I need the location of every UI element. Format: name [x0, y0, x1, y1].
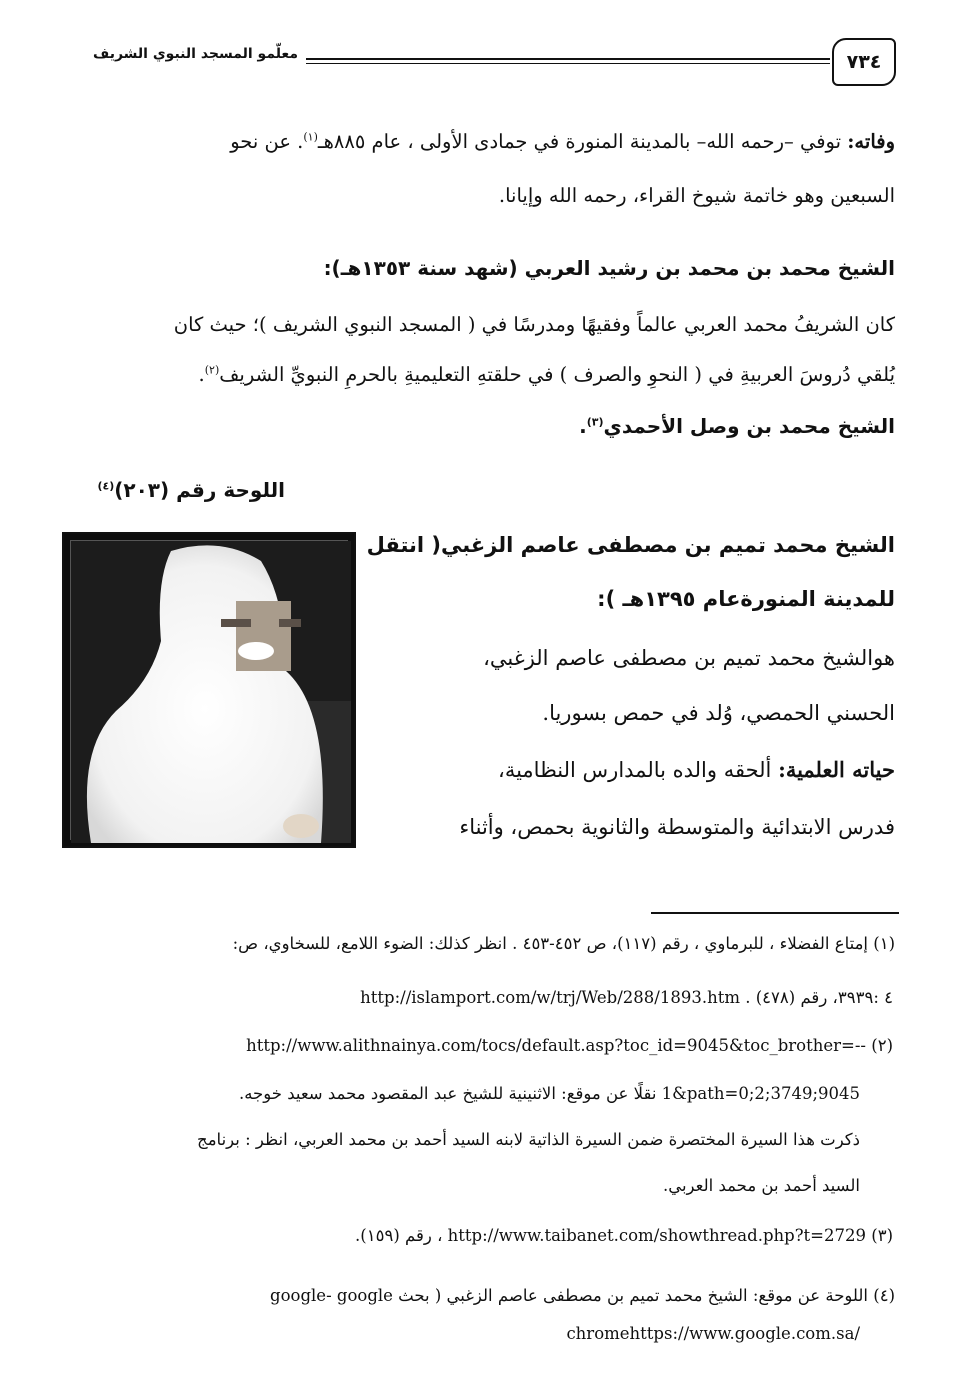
heading-ahmadi-tail: .	[579, 414, 587, 438]
footnote-3-number: (٣)	[871, 1226, 893, 1245]
body-line-1	[230, 130, 895, 154]
header-rule	[306, 58, 830, 60]
bio-line-2: الحسني الحمصي، وُلد في حمص بسوريا.	[542, 701, 895, 725]
bio-line-1: هوالشيخ محمد تميم بن مصطفى عاصم الزغبي،	[483, 646, 895, 670]
footnote-3	[355, 1226, 893, 1246]
death-tail: . عن نحو	[230, 130, 304, 153]
education-line-1	[498, 757, 895, 783]
footnote-1-line-1: (١) إمتاع الفضلاء ، للبرماوي ، رقم (١١٧)، ص ٤٥٢-٤٥٣ . انظر كذلك: الضوء اللامع، للسخاوي، ص:	[232, 934, 895, 953]
footnote-2-source: نقلًا عن موقع: الاثنينية للشيخ عبد المقصود محمد سعيد خوجه.	[238, 1084, 657, 1103]
footnote-ref-1[interactable]: (١)	[303, 130, 318, 144]
education-line-2: فدرس الابتدائية والمتوسطة والثانوية بحمص، وأثناء	[459, 815, 895, 839]
running-title: معلّمو المسجد النبوي الشريف	[93, 46, 298, 62]
footnote-2-number: (٢)	[871, 1036, 893, 1055]
section-heading-arabi: الشيخ محمد بن محمد بن رشيد العربي (شهد سنة ١٣٥٣هـ):	[323, 256, 895, 280]
education-label: حياته العلمية:	[778, 757, 895, 782]
section-heading-ahmadi	[579, 414, 895, 439]
footnote-4-url[interactable]: chromehttps://www.google.com.sa/	[566, 1324, 860, 1343]
plate-label	[97, 478, 285, 503]
footnote-1-url[interactable]: http://islamport.com/w/trj/Web/288/1893.htm	[360, 988, 740, 1007]
footnote-3-url[interactable]: http://www.taibanet.com/showthread.php?t=2729	[447, 1226, 866, 1245]
footnote-1-line-2	[360, 988, 893, 1008]
footnote-2-line-4: السيد أحمد بن محمد العربي.	[662, 1176, 860, 1195]
body-line-5-tail: .	[198, 363, 205, 386]
body-line-4: كان الشريفُ محمد العربي عالماً وفقيهًا ومدرسًا في ( المسجد النبوي الشريف )؛ حيث كان	[173, 313, 895, 336]
footnote-4-line-1: (٤) اللوحة عن موقع: الشيخ محمد تميم بن مصطفى عاصم الزغبي ( بحث google- google	[270, 1286, 895, 1305]
death-label: وفاته:	[847, 130, 895, 153]
page-number: ٧٣٤	[832, 38, 896, 86]
section-heading-zoubi-line2: للمدينة المنورةعام ١٣٩٥هـ ):	[597, 587, 895, 611]
heading-ahmadi-text: الشيخ محمد بن وصل الأحمدي	[603, 414, 895, 438]
footnote-2-line-1	[246, 1036, 893, 1056]
body-line-2: السبعين وهو خاتمة شيوخ القراء، رحمه الله وإيانا.	[498, 184, 895, 207]
footnote-ref-2[interactable]: (٢)	[204, 363, 220, 377]
footnote-1-ref: ٤ :٣٩٣٩، رقم (٤٧٨) .	[745, 988, 893, 1007]
footnote-ref-3[interactable]: (٣)	[586, 415, 604, 429]
portrait-photo-icon	[71, 541, 351, 843]
footnote-2-url-cont[interactable]: 1&path=0;2;3749;9045	[661, 1084, 860, 1103]
header-rule-thin	[306, 63, 830, 64]
footnote-ref-4[interactable]: (٤)	[97, 479, 115, 493]
education-text: ألحقه والده بالمدارس النظامية،	[498, 758, 772, 782]
portrait-photo-frame	[70, 540, 348, 840]
portrait-photo	[62, 532, 356, 848]
footnote-2-line-3: ذكرت هذا السيرة المختصرة ضمن السيرة الذاتية لابنه السيد أحمد بن محمد العربي، انظر : برنامج	[197, 1130, 860, 1149]
death-text: توفي –رحمه الله– بالمدينة المنورة في جمادى الأولى ، عام ٨٨٥هـ	[317, 130, 842, 153]
footnote-separator	[651, 912, 899, 914]
footnote-2-line-2	[239, 1084, 860, 1104]
footnote-2-url[interactable]: http://www.alithnainya.com/tocs/default.asp?toc_id=9045&toc_brother=--	[246, 1036, 866, 1055]
section-heading-zoubi-line1: الشيخ محمد تميم بن مصطفى عاصم الزغبي( انتقل	[366, 533, 895, 557]
footnote-3-ref: ، رقم (١٥٩).	[355, 1226, 443, 1245]
body-line-5	[199, 363, 895, 387]
running-header	[58, 38, 896, 84]
body-line-5-text: يُلقي دُروسَ العربيةِ في ( النحوِ والصرف ) في حلقتهِ التعليميةِ بالحرمِ النبويِّ الشريف	[219, 363, 895, 386]
plate-label-text: اللوحة رقم (٢٠٣)	[114, 478, 285, 502]
